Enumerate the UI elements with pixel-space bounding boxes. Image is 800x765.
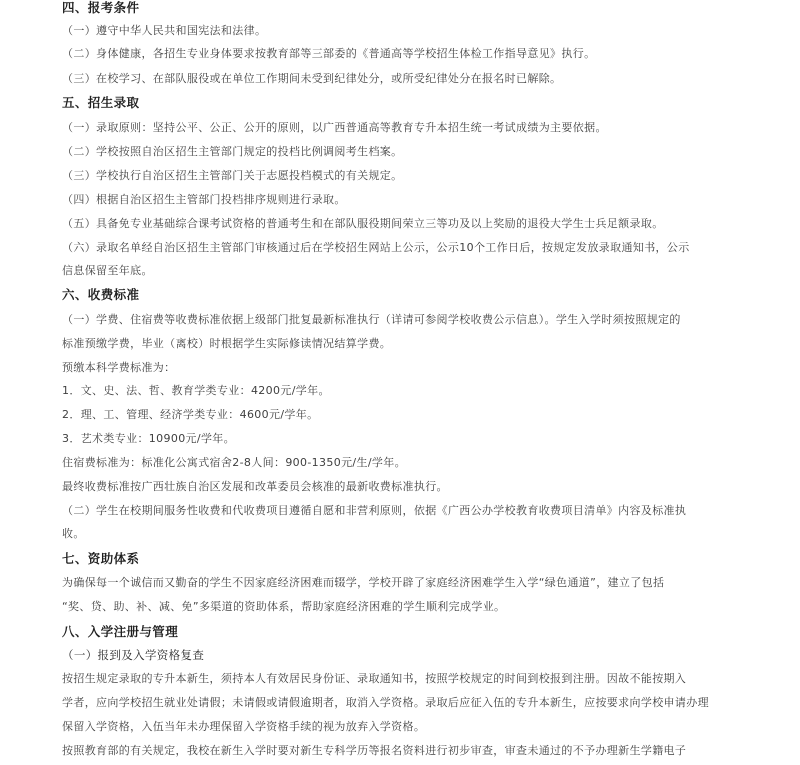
paragraph-line: 信息保留至年底。 bbox=[62, 264, 153, 277]
paragraph-line: （三）在校学习、在部队服役或在单位工作期间未受到纪律处分，或所受纪律处分在报名时已解除。 bbox=[62, 72, 562, 85]
paragraph-line: 学者，应向学校招生就业处请假；未请假或请假逾期者，取消入学资格。录取后应征入伍的专升本新生，应按要求向学校申请办理 bbox=[62, 696, 709, 709]
paragraph-line: 标准预缴学费，毕业（离校）时根据学生实际修读情况结算学费。 bbox=[62, 337, 392, 350]
paragraph-line: 收。 bbox=[62, 527, 85, 540]
paragraph-line: 按招生规定录取的专升本新生，须持本人有效居民身份证、录取通知书，按照学校规定的时间到校报到注册。因故不能按期入 bbox=[62, 672, 687, 685]
paragraph-line: （四）根据自治区招生主管部门投档排序规则进行录取。 bbox=[62, 193, 346, 206]
paragraph-line: 2．理、工、管理、经济学类专业：4600元/学年。 bbox=[62, 408, 319, 421]
paragraph-line: 预缴本科学费标准为： bbox=[62, 361, 176, 374]
paragraph-line: （六）录取名单经自治区招生主管部门审核通过后在学校招生网站上公示，公示10个工作日后，按规定发放录取通知书，公示 bbox=[62, 241, 690, 254]
subsection-heading: （一）报到及入学资格复查 bbox=[62, 648, 205, 662]
paragraph-line: 保留入学资格，入伍当年未办理保留入学资格手续的视为放弃入学资格。 bbox=[62, 720, 426, 733]
paragraph-line: （二）学生在校期间服务性收费和代收费项目遵循自愿和非营利原则，依据《广西公办学校教育收费项目清单》内容及标准执 bbox=[62, 504, 687, 517]
paragraph-line: （三）学校执行自治区招生主管部门关于志愿投档模式的有关规定。 bbox=[62, 169, 403, 182]
section-heading-6: 六、收费标准 bbox=[62, 287, 140, 302]
paragraph-line: （一）遵守中华人民共和国宪法和法律。 bbox=[62, 24, 267, 37]
paragraph-line: 1．文、史、法、哲、教育学类专业：4200元/学年。 bbox=[62, 384, 330, 397]
paragraph-line: （一）学费、住宿费等收费标准依据上级部门批复最新标准执行（详请可参阅学校收费公示信息）。学生入学时须按照规定的 bbox=[62, 313, 681, 326]
paragraph-line: 住宿费标准为：标准化公寓式宿舍2-8人间：900-1350元/生/学年。 bbox=[62, 456, 406, 469]
section-heading-4: 四、报考条件 bbox=[62, 0, 140, 15]
paragraph-line: 为确保每一个诚信而又勤奋的学生不因家庭经济困难而辍学，学校开辟了家庭经济困难学生入学“绿色通道”，建立了包括 bbox=[62, 576, 665, 589]
paragraph-line: 最终收费标准按广西壮族自治区发展和改革委员会核准的最新收费标准执行。 bbox=[62, 480, 448, 493]
paragraph-line: （一）录取原则：坚持公平、公正、公开的原则，以广西普通高等教育专升本招生统一考试成绩为主要依据。 bbox=[62, 121, 607, 134]
section-heading-8: 八、入学注册与管理 bbox=[62, 624, 179, 639]
section-heading-5: 五、招生录取 bbox=[62, 95, 140, 110]
paragraph-line: （五）具备免专业基础综合课考试资格的普通考生和在部队服役期间荣立三等功及以上奖励的退役大学生士兵足额录取。 bbox=[62, 217, 664, 230]
paragraph-line: 3．艺术类专业：10900元/学年。 bbox=[62, 432, 235, 445]
paragraph-line: （二）学校按照自治区招生主管部门规定的投档比例调阅考生档案。 bbox=[62, 145, 403, 158]
paragraph-line: “奖、贷、助、补、减、免”多渠道的资助体系，帮助家庭经济困难的学生顺利完成学业。 bbox=[62, 600, 506, 613]
paragraph-line: 按照教育部的有关规定，我校在新生入学时要对新生专科学历等报名资料进行初步审查，审查未通过的不予办理新生学籍电子 bbox=[62, 744, 687, 757]
section-heading-7: 七、资助体系 bbox=[62, 551, 140, 566]
paragraph-line: （二）身体健康，各招生专业身体要求按教育部等三部委的《普通高等学校招生体检工作指导意见》执行。 bbox=[62, 47, 596, 60]
